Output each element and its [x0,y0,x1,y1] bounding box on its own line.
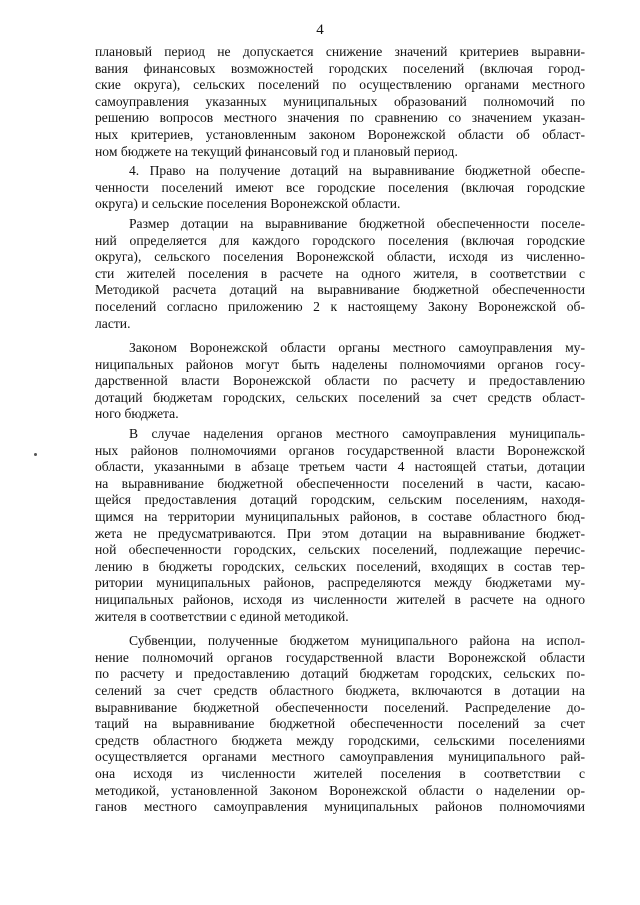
text-line: щейся предоставления дотаций городским, сельским поселениям, находя- [95,492,585,508]
text-line: самоуправления указанных муниципальных образований полномочий по [95,93,585,109]
text-line: таций на выравнивание бюджетной обеспеченности поселений за счет [95,716,585,732]
paragraph [95,633,585,816]
paragraph-gap [95,332,585,340]
text-line: В случае наделения органов местного самоуправления муниципаль- [129,426,585,442]
text-line: сти жителей поселения в расчете на одного жителя, в соответствии с [95,265,585,281]
text-line: жителя в соответствии с единой методикой. [95,608,349,624]
text-line: методикой, установленной Законом Воронежской области о наделении ор- [95,782,585,798]
text-line: осуществляется органами местного самоуправления муниципального рай- [95,749,585,765]
text-line: ного бюджета. [95,406,179,422]
text-line: щимся на территории муниципальных районов, в составе областного бюд- [95,509,585,525]
text-line: ном бюджете на текущий финансовый год и плановый период. [95,143,458,159]
text-line: жета не предусматриваются. При этом дотации на выравнивание бюджет- [95,525,585,541]
text-line: Методикой расчета дотаций на выравнивание бюджетной обеспеченности [95,282,585,298]
text-line: ганов местного самоуправления муниципальных районов полномочиями [95,799,585,815]
text-line: 4. Право на получение дотаций на выравнивание бюджетной обеспе- [129,163,585,179]
paragraph [95,216,585,332]
text-line: Размер дотации на выравнивание бюджетной обеспеченности поселе- [129,215,585,231]
text-line: плановый период не допускается снижение значений критериев выравни- [95,44,585,59]
page-number: 4 [316,22,324,38]
document-body [95,44,585,816]
text-line: выравнивание бюджетной обеспеченности поселений. Распределение до- [95,699,585,715]
paragraph [95,340,585,423]
text-line: ных районов полномочиями органов государственной власти Воронежской [95,442,585,458]
paragraph-gap [95,625,585,633]
text-line: ний определяется для каждого городского поселения (включая городские [95,232,585,248]
text-line: ласти. [95,315,131,331]
text-line: средств областного бюджета между городскими, сельскими поселениями [95,732,585,748]
scan-speck [34,453,37,456]
text-line: ной обеспеченности городских, сельских поселений, подлежащие перечис- [95,542,585,558]
text-line: Законом Воронежской области органы местного самоуправления му- [129,340,585,356]
paragraph [95,163,585,213]
text-line: ченности поселений имеют все городские поселения (включая городские [95,179,585,195]
text-line: округа), сельского поселения Воронежской области, исходя из численно- [95,249,585,265]
text-line: нение полномочий органов государственной власти Воронежской области [95,649,585,665]
text-line: лению в бюджеты городских, сельских поселений, входящих в состав тер- [95,558,585,574]
text-line: округа) и сельские поселения Воронежской области. [95,196,401,212]
text-line: ниципальных районов, исходя из численности жителей в расчете на одного [95,592,585,607]
text-line: решению вопросов местного значения по сравнению со значением указан- [95,110,585,126]
text-line: вания финансовых возможностей городских поселений (включая город- [95,60,585,76]
paragraph [95,44,585,160]
text-line: ных критериев, установленным законом Воронежской области об област- [95,126,585,142]
text-line: по расчету и предоставлению дотаций бюджетам городских, сельских по- [95,666,585,682]
text-line: ские округа), сельских поселений по осуществлению органами местного [95,77,585,93]
text-line: Субвенции, полученные бюджетом муниципального района на испол- [129,633,585,649]
text-line: дотаций бюджетам городских, сельских поселений за счет средств област- [95,389,585,405]
text-line: селений за счет средств областного бюджета, включаются в дотации на [95,682,585,698]
text-line: дарственной власти Воронежской области по расчету и предоставлению [95,373,585,389]
text-line: на выравнивание бюджетной обеспеченности поселений в части, касаю- [95,475,585,491]
text-line: ритории муниципальных районов, распределяются между бюджетами му- [95,575,585,591]
text-line: области, указанными в абзаце третьем части 4 настоящей статьи, дотации [95,459,585,475]
paragraph [95,426,585,625]
text-line: ниципальных районов могут быть наделены полномочиями органов госу- [95,356,585,372]
text-line: она исходя из численности жителей поселения в соответствии с [95,765,585,781]
text-line: поселений согласно приложению 2 к настоящему Закону Воронежской об- [95,298,585,314]
